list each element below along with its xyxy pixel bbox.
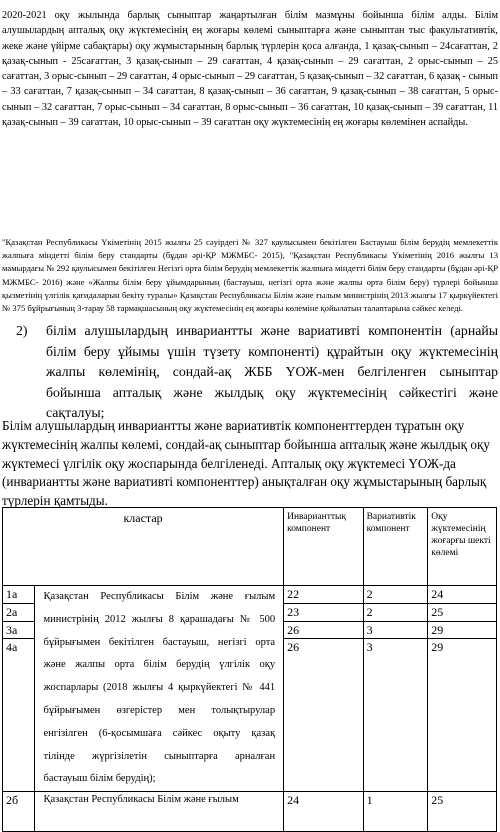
list-item-text: білім алушылардың инвариантты және вариативті компонентін (арнайы білім беру ұйымы үшін түзету компоненті) құрайтын оқу жүктемесінің жалпы көлемінің, сондай-ақ ЖББ ҮОЖ-мен белгіленген сыныптар бойынша апталық және жылдық оқу жүктемесінің сәйкестігі және сақталуы;: [46, 323, 498, 420]
row-invariant: 22: [284, 586, 363, 604]
header-invariant: Инварианттық компонент: [284, 508, 363, 586]
row-max: 29: [428, 639, 497, 792]
reference-paragraph: "Қазақстан Республикасы Үкіметінің 2015 жылғы 25 сәуірдегі № 327 қаулысымен бекітілген Бастауыш білім берудің мемлекеттік жалпыға міндетті білім беру стандарты (бұдан әрі-ҚР МЖМБС- 2015), "Қазақстан Республикасы Үкіметінің 2016 жылғы 13 мамырдағы № 292 қаулысымен бекітілген Негізгі орта білім берудің мемлекеттік жалпыға міндетті білім беру стандарты (бұдан әрі-ҚР МЖМБС- 2016) және «Жалпы білім беру ұйымдарының (бастауыш, негізгі орта және жалпы орта білім беру) түрлері бойынша қызметінің үлгілік қағидаларын бекіту туралы» Қазақстан Республикасы Білім және ғылым министрінің 2013 жылғы 17 қыркүйектегі № 375 бұйрығының 3-тарау 58 тармақшасының оқу жүктемесінің ең жоғары көлеміне қойылатын талаптарына сәйкес келеді.: [2, 237, 498, 314]
row-invariant: 24: [284, 792, 363, 832]
row-reference: Қазақстан Республикасы Білім және ғылым министрінің 2012 жылғы 8 қарашадағы № 500 бұйрығымен бекітілген бастауыш, негізгі орта және жалпы орта білім берудің үлгілік оқу жоспарлары (2018 жылғы 4 қыркүйектегі № 441 бұйрығымен өзгерістер мен толықтырулар енгізілген (6-қосымшаға сәйкес оқыту қазақ тілінде жүргізілетін сыныптарға арналған бастауыш білім берудің);: [35, 586, 284, 792]
row-code: 3а: [3, 621, 35, 639]
row-code: 1а: [3, 586, 35, 604]
row-variative: 2: [363, 586, 428, 604]
load-table: [2, 507, 497, 832]
row-invariant: 23: [284, 603, 363, 621]
row-reference: Қазақстан Республикасы Білім және ғылым: [35, 792, 284, 832]
list-item-number: 2): [16, 323, 28, 338]
row-variative: 2: [363, 603, 428, 621]
header-variative: Вариативтік компонент: [363, 508, 428, 586]
row-invariant: 26: [284, 639, 363, 792]
table-row: [3, 586, 497, 604]
body-paragraph: Білім алушылардың инвариантты және вариативтік компоненттерден тұратын оқу жүктемесінің жалпы көлемі, сондай-ақ сыныптар бойынша апталық және жылдық оқу жүктемесі үлгілік оқу жоспарында белгіленеді. Апталық оқу жүктемесі ҮОЖ-да (инвариантты және вариативті компоненттер) анықталған оқу жұмыстарының барлық түрлерін қамтыды.: [2, 418, 490, 509]
row-variative: 3: [363, 639, 428, 792]
row-invariant: 26: [284, 621, 363, 639]
row-variative: 1: [363, 792, 428, 832]
row-code: 4а: [3, 639, 35, 792]
row-max: 29: [428, 621, 497, 639]
row-max: 25: [428, 603, 497, 621]
row-code: 2а: [3, 603, 35, 621]
header-max-load: Оқу жүктемесінің жоғарғы шекті көлемі: [428, 508, 497, 586]
intro-paragraph: 2020-2021 оқу жылында барлық сыныптар жаңартылған білім мазмұны бойынша білім алды. Білім алушылардың апталық оқу жүктемесінің ең жоғары көлемі сыныптарға және сыныптан тыс факультативтік, жеке және үйірме сабақтары) оқу жұмыстарының барлық түрлерін қоса алғанда, 1 қазақ-сынып – 24сағаттан, 2 қазақ-сынып - 25сағаттан, 3 қазақ-сынып – 29 сағаттан, 4 қазақ-сынып – 29 сағаттан, 2 орыс-сынып – 25 сағаттан, 3 орыс-сынып – 29 сағаттан, 4 орыс-сынып – 29 сағаттан, 5 қазақ-сынып – 32 сағаттан, 6 қазақ - сынып – 33 сағаттан, 7 қазақ-сынып – 34 сағаттан, 8 қазақ-сынып – 36 сағаттан, 9 қазақ-сынып – 38 сағаттан, 5 орыс-сынып – 32 сағаттан, 7 орыс-сынып – 34 сағаттан, 8 орыс-сынып – 36 сағаттан, 10 қазақ-сынып – 39 сағаттан, 11 қазақ-сынып – 39 сағаттан, 10 орыс-сынып – 39 сағаттан оқу жүктемесінің ең жоғары көлемінен аспайды.: [2, 10, 498, 129]
list-item-2: [6, 321, 498, 424]
row-max: 24: [428, 586, 497, 604]
row-variative: 3: [363, 621, 428, 639]
table-row: [3, 792, 497, 832]
table-header-row: [3, 508, 497, 586]
row-code: 2б: [3, 792, 35, 832]
header-classes: кластар: [3, 508, 284, 586]
row-max: 25: [428, 792, 497, 832]
